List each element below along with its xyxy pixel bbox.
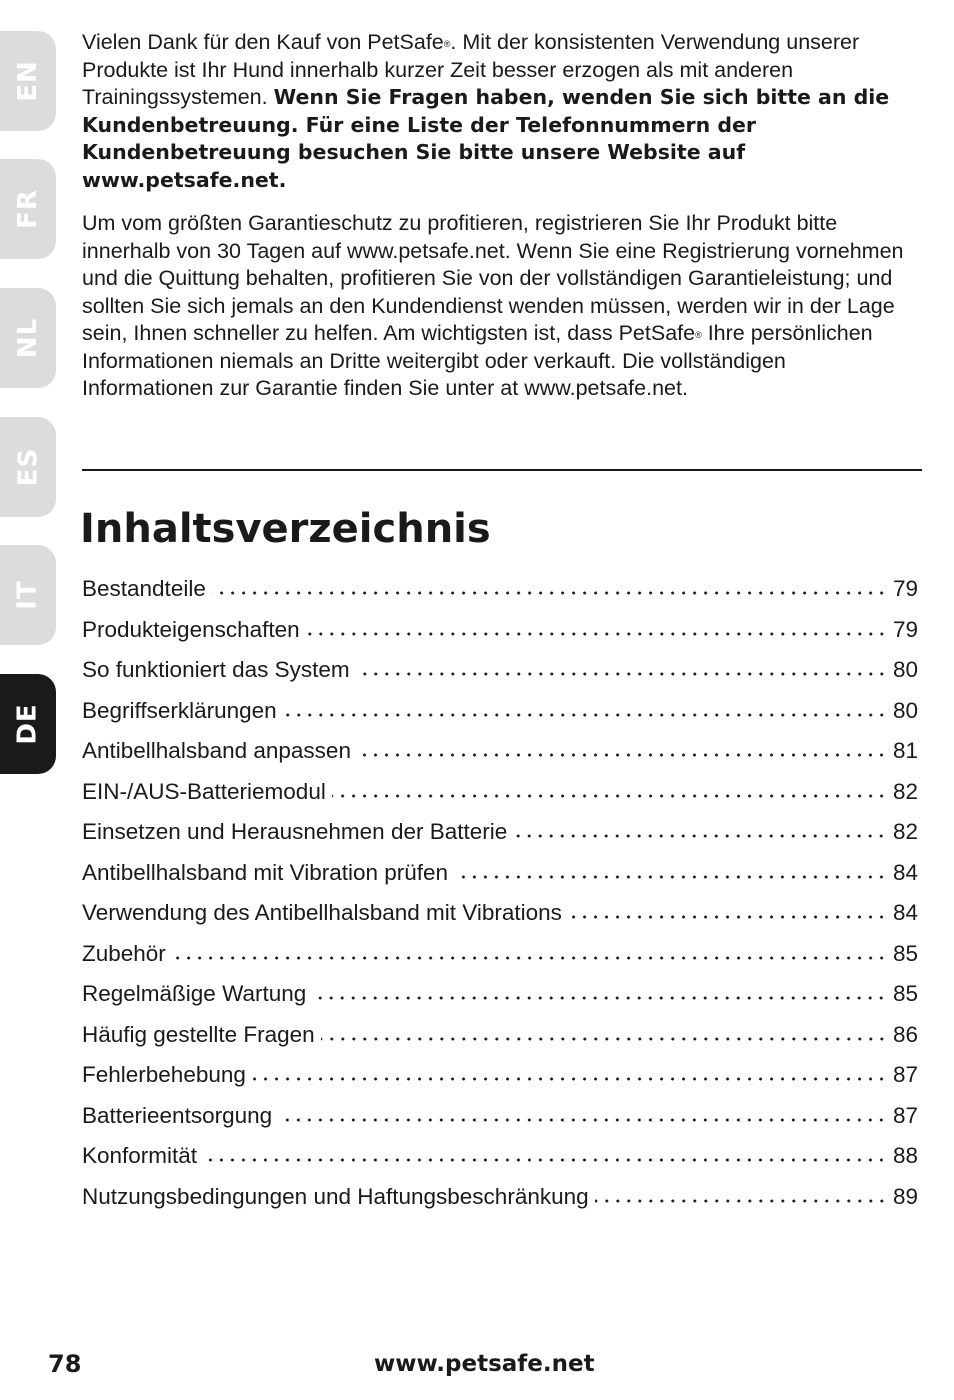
toc-entry-label: Bestandteile <box>82 576 206 602</box>
toc-entry[interactable] <box>82 731 918 772</box>
toc-entry-label: Konformität <box>82 1143 198 1169</box>
toc-entry-page: 82 <box>892 819 918 845</box>
toc-entry[interactable] <box>82 610 918 651</box>
toc-leader-dots <box>278 1117 887 1123</box>
toc-entry-page: 87 <box>892 1102 918 1128</box>
toc-entry-page: 85 <box>892 981 918 1007</box>
toc-entry-page: 89 <box>892 1183 918 1209</box>
toc-leader-dots <box>321 1036 887 1042</box>
toc-leader-dots <box>357 752 887 758</box>
toc-entry[interactable] <box>82 853 918 894</box>
toc-entry[interactable] <box>82 1096 918 1137</box>
toc-entry[interactable] <box>82 812 918 853</box>
toc-entry-label: Häufig gestellte Fragen <box>82 1021 315 1047</box>
toc-list <box>82 569 918 1217</box>
toc-entry[interactable] <box>82 569 918 610</box>
toc-entry-label: So funktioniert das System <box>82 657 350 683</box>
language-tabs <box>0 0 56 1400</box>
toc-leader-dots <box>306 631 887 637</box>
intro-section <box>82 29 922 403</box>
registered-mark: ® <box>443 39 451 49</box>
toc-entry-page: 86 <box>892 1021 918 1047</box>
toc-entry-page: 80 <box>892 697 918 723</box>
toc-entry-page: 79 <box>892 576 918 602</box>
toc-entry[interactable] <box>82 772 918 813</box>
tab-nl[interactable] <box>0 288 56 388</box>
intro-p1-text-a: Vielen Dank für den Kauf von PetSafe <box>82 30 444 54</box>
footer-url[interactable]: www.petsafe.net <box>374 1351 595 1377</box>
tab-fr[interactable] <box>0 159 56 259</box>
toc-entry[interactable] <box>82 650 918 691</box>
intro-p2-text-a: Um vom größten Garantieschutz zu profitieren, registrieren Sie Ihr Produkt bitte innerhalb von 30 Tagen auf www.petsafe.net. Wenn Sie eine Registrierung vornehmen und die Quittung behalten, profitieren Sie von der vollständigen Garantieleistung; und sollten Sie sich jemals an den Kundendienst wenden müssen, werden wir in der Lage sein, Ihnen schneller zu helfen. Am wichtigsten ist, dass PetSafe <box>82 211 904 345</box>
toc-entry-label: Nutzungsbedingungen und Haftungsbeschränkung <box>82 1183 589 1209</box>
tab-de[interactable] <box>0 674 56 774</box>
toc-leader-dots <box>312 995 887 1001</box>
toc-entry-page: 84 <box>892 900 918 926</box>
toc-entry[interactable] <box>82 974 918 1015</box>
toc-leader-dots <box>454 874 887 880</box>
section-divider <box>82 469 922 471</box>
tab-es[interactable] <box>0 417 56 517</box>
toc-entry-label: Einsetzen und Herausnehmen der Batterie <box>82 819 508 845</box>
toc-leader-dots <box>513 833 887 839</box>
toc-entry[interactable] <box>82 1177 918 1218</box>
toc-entry-label: Antibellhalsband mit Vibration prüfen <box>82 859 449 885</box>
page-number: 78 <box>48 1350 82 1378</box>
toc-entry-page: 84 <box>892 859 918 885</box>
tab-en[interactable] <box>0 31 56 131</box>
tab-fr-label: FR <box>13 189 43 229</box>
toc-entry-label: EIN-/AUS-Batteriemodul <box>82 778 326 804</box>
tab-it[interactable] <box>0 545 56 645</box>
toc-entry-page: 88 <box>892 1143 918 1169</box>
toc-leader-dots <box>172 955 887 961</box>
toc-entry-page: 79 <box>892 616 918 642</box>
toc-leader-dots <box>356 671 887 677</box>
tab-es-label: ES <box>13 447 43 487</box>
toc-leader-dots <box>283 712 887 718</box>
toc-entry-page: 82 <box>892 778 918 804</box>
intro-paragraph-1 <box>82 29 922 194</box>
toc-entry[interactable] <box>82 1015 918 1056</box>
toc-entry[interactable] <box>82 893 918 934</box>
tab-en-label: EN <box>13 60 43 102</box>
intro-paragraph-2 <box>82 210 922 403</box>
toc-entry-label: Zubehör <box>82 940 166 966</box>
tab-de-label: DE <box>13 703 43 745</box>
toc-entry[interactable] <box>82 934 918 975</box>
toc-entry-label: Verwendung des Antibellhalsband mit Vibrations <box>82 900 562 926</box>
registered-mark: ® <box>695 330 702 340</box>
toc-leader-dots <box>203 1157 887 1163</box>
intro-p2-text-b: Ihre persönlichen Informationen niemals an Dritte weitergibt oder verkauft. Die vollständigen Informationen zur Garantie finden Sie unter at www.petsafe.net. <box>82 321 873 400</box>
toc-leader-dots <box>595 1198 887 1204</box>
toc-entry-page: 81 <box>892 738 918 764</box>
toc-entry-label: Fehlerbehebung <box>82 1062 246 1088</box>
toc-title: Inhaltsverzeichnis <box>80 506 491 552</box>
toc-entry-page: 80 <box>892 657 918 683</box>
toc-entry[interactable] <box>82 1136 918 1177</box>
toc-leader-dots <box>212 590 887 596</box>
tab-nl-label: NL <box>12 317 43 359</box>
toc-leader-dots <box>252 1076 887 1082</box>
intro-p1-bold: Wenn Sie Fragen haben, wenden Sie sich bitte an die Kundenbetreuung. Für eine Liste der Telefonnummern der Kundenbetreuung besuchen Sie bitte unsere Website auf www.petsafe.net. <box>82 85 890 192</box>
toc-entry[interactable] <box>82 691 918 732</box>
toc-entry-page: 87 <box>892 1062 918 1088</box>
toc-leader-dots <box>568 914 887 920</box>
toc-entry-label: Regelmäßige Wartung <box>82 981 307 1007</box>
tab-it-label: IT <box>12 580 43 610</box>
toc-leader-dots <box>332 793 887 799</box>
toc-entry-label: Antibellhalsband anpassen <box>82 738 351 764</box>
toc-entry-label: Begriffserklärungen <box>82 697 277 723</box>
toc-entry[interactable] <box>82 1055 918 1096</box>
toc-entry-page: 85 <box>892 940 918 966</box>
toc-entry-label: Batterieentsorgung <box>82 1102 273 1128</box>
toc-entry-label: Produkteigenschaften <box>82 616 300 642</box>
intro-p1-text-b: . Mit der konsistenten Verwendung unserer Produkte ist Ihr Hund innerhalb kurzer Zeit besser erzogen als mit anderen Trainingssystemen. <box>82 30 860 109</box>
